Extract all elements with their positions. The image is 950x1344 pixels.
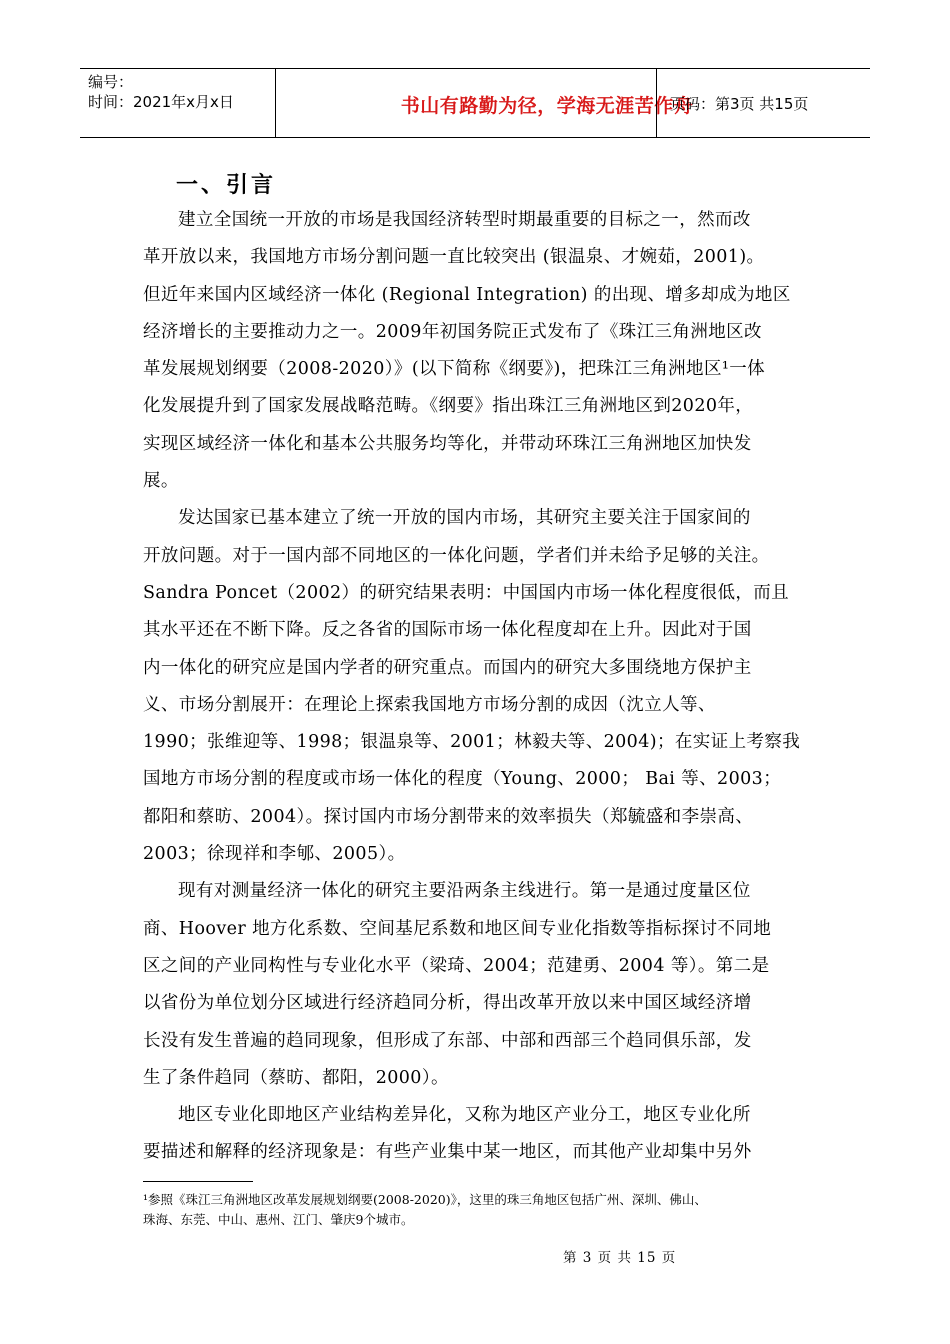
number-label: 编号： [88,73,134,91]
body-text [143,202,807,1172]
paragraph-line: 1990；张维迎等、1998；银温泉等、2001；林毅夫等、2004)；在实证上考察我 [143,732,801,753]
paragraph-line: 商、Hoover 地方化系数、空间基尼系数和地区间专业化指数等指标探讨不同地 [143,918,772,939]
paragraph-line: 展。 [143,471,179,492]
paragraph [143,1097,807,1172]
footnote-rule [143,1181,253,1182]
footnote-line-1: ¹参照《珠江三角洲地区改革发展规划纲要(2008-2020)》，这里的珠三角地区包括广州、深圳、佛山、 [143,1192,707,1207]
paragraph-line: 生了条件趋同（蔡昉、都阳，2000）。 [143,1067,449,1088]
paragraph [143,202,807,500]
footnote-line-2: 珠海、东莞、中山、惠州、江门、肇庆9个城市。 [143,1212,414,1227]
paragraph-line: 2003；徐现祥和李郇、2005）。 [143,844,406,865]
paragraph-line: 经济增长的主要推动力之一。2009年初国务院正式发布了《珠江三角洲地区改 [143,321,762,342]
header-divider-left [275,69,276,137]
paragraph-line: 革发展规划纲要（2008-2020）》(以下简称《纲要》)，把珠江三角洲地区¹一体 [143,359,766,380]
paragraph-line: 化发展提升到了国家发展战略范畴。《纲要》指出珠江三角洲地区到2020年， [143,396,754,417]
paragraph-line: 要描述和解释的经济现象是：有些产业集中某一地区，而其他产业却集中另外 [143,1142,752,1163]
paragraph-line: 现有对测量经济一体化的研究主要沿两条主线进行。第一是通过度量区位 [178,881,751,902]
section-title: 一、引言 [176,173,277,198]
paragraph-line: 革开放以来，我国地方市场分割问题一直比较突出 (银温泉、才婉茹，2001)。 [143,247,765,268]
paragraph-line: 但近年来国内区域经济一体化 (Regional Integration) 的出现、增多却成为地区 [143,284,791,305]
header-table [80,68,870,138]
paragraph-line: 发达国家已基本建立了统一开放的国内市场，其研究主要关注于国家间的 [178,508,751,529]
paragraph-line: 国地方市场分割的程度或市场一体化的程度（Young、2000； Bai 等、2003； [143,769,782,790]
paragraph-line: 地区专业化即地区产业结构差异化，又称为地区产业分工，地区专业化所 [178,1105,751,1126]
paragraph-line: 区之间的产业同构性与专业化水平（梁琦、2004；范建勇、2004 等）。第二是 [143,955,770,976]
header-info [88,72,268,112]
header-page-label: 页码：第3页 共15页 [670,95,809,113]
paragraph-line: 以省份为单位划分区域进行经济趋同分析，得出改革开放以来中国区域经济增 [143,993,752,1014]
paragraph-line: 长没有发生普遍的趋同现象，但形成了东部、中部和西部三个趋同俱乐部，发 [143,1030,752,1051]
paragraph-line: 开放问题。对于一国内部不同地区的一体化问题，学者们并未给予足够的关注。 [143,545,770,566]
footnote [143,1190,823,1230]
paragraph-line: 其水平还在不断下降。反之各省的国际市场一体化程度却在上升。因此对于国 [143,620,752,641]
paragraph [143,500,807,873]
paragraph-line: 都阳和蔡昉、2004）。探讨国内市场分割带来的效率损失（郑毓盛和李崇高、 [143,806,754,827]
header-motto: 书山有路勤为径，学海无涯苦作舟 [400,95,694,117]
paragraph-line: 义、市场分割展开：在理论上探索我国地方市场分割的成因（沈立人等、 [143,694,716,715]
paragraph-line: 实现区域经济一体化和基本公共服务均等化，并带动环珠江三角洲地区加快发 [143,433,752,454]
paragraph-line: 建立全国统一开放的市场是我国经济转型时期最重要的目标之一，然而改 [178,210,751,230]
page-footer: 第 3 页 共 15 页 [563,1250,677,1266]
header-divider-right [656,69,657,137]
paragraph-line: 内一体化的研究应是国内学者的研究重点。而国内的研究大多围绕地方保护主 [143,657,752,678]
date-label: 时间：2021年x月x日 [88,93,234,111]
paragraph [143,873,807,1097]
paragraph-line: Sandra Poncet（2002）的研究结果表明：中国国内市场一体化程度很低，而且 [143,582,790,603]
